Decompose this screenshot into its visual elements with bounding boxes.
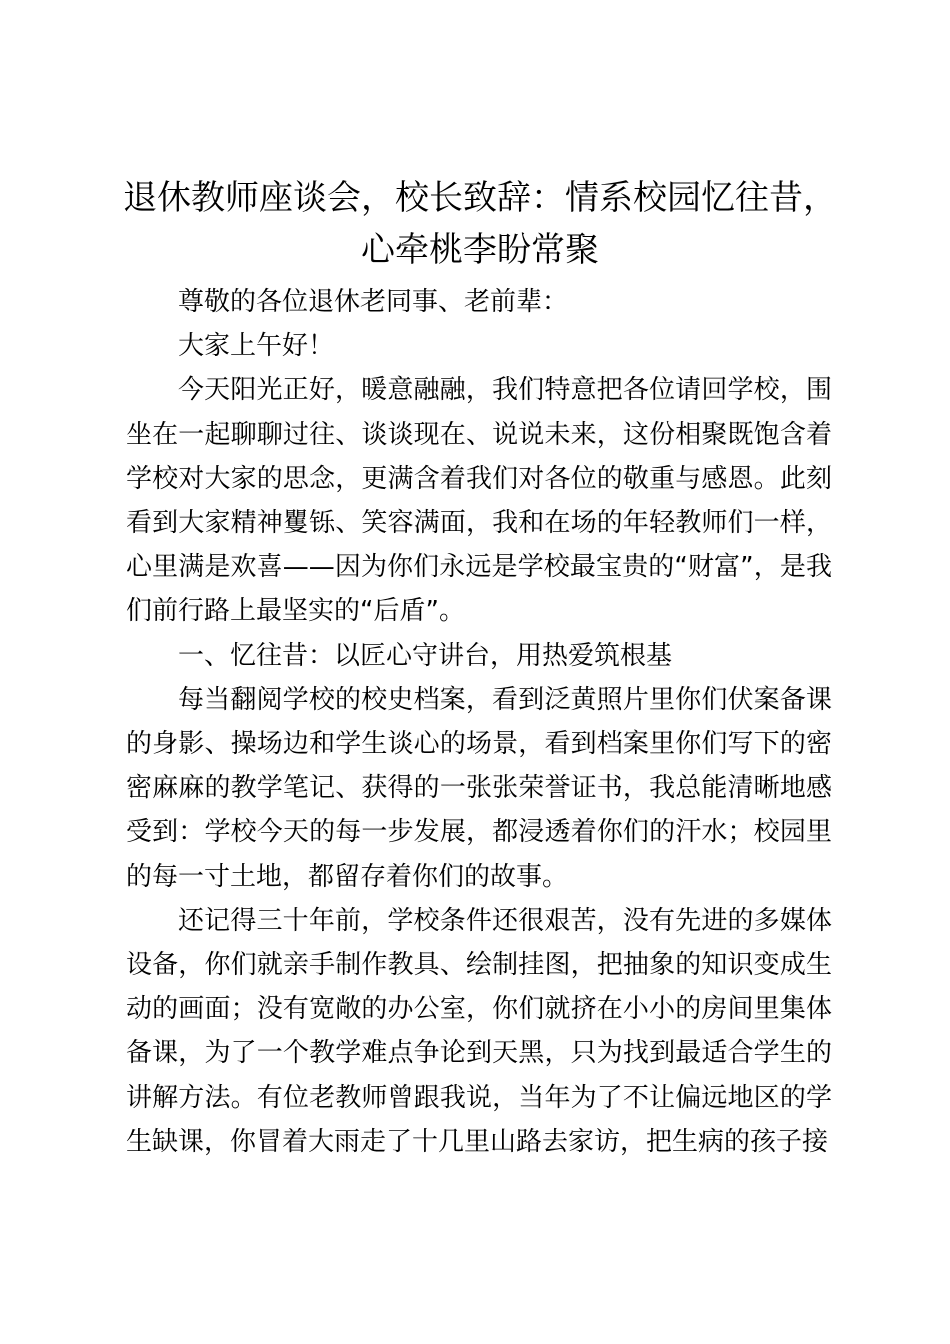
greeting: 大家上午好！ <box>178 331 335 362</box>
paragraph: 每当翻阅学校的校史档案，看到泛黄照片里你们伏案备课的身影、操场边和学生谈心的场景，看到档案里你们写下的密密麻麻的教学笔记、获得的一张张荣誉证书，我总能清晰地感受到：学校今天的每一步发展，都浸透着你们的汗水；校园里的每一寸土地，都留存着你们的故事。 <box>126 684 832 892</box>
paragraph: 今天阳光正好，暖意融融，我们特意把各位请回学校，围坐在一起聊聊过往、谈谈现在、说说未来，这份相聚既饱含着学校对大家的思念，更满含着我们对各位的敬重与感恩。此刻看到大家精神矍铄、笑容满面，我和在场的年轻教师们一样，心里满是欢喜——因为你们永远是学校最宝贵的“财富”，是我们前行路上最坚实的“后盾”。 <box>126 375 832 627</box>
document-title: 退休教师座谈会，校长致辞：情系校园忆往昔，心牵桃李盼常聚 <box>123 178 837 270</box>
section-heading: 一、忆往昔：以匠心守讲台，用热爱筑根基 <box>178 640 673 671</box>
document-body <box>126 280 832 1164</box>
salutation: 尊敬的各位退休老同事、老前辈： <box>178 287 569 317</box>
paragraph: 还记得三十年前，学校条件还很艰苦，没有先进的多媒体设备，你们就亲手制作教具、绘制挂图，把抽象的知识变成生动的画面；没有宽敞的办公室，你们就挤在小小的房间里集体备课，为了一个教学难点争论到天黑，只为找到最适合学生的讲解方法。有位老教师曾跟我说，当年为了不让偏远地区的学生缺课，你冒着大雨走了十几里山路去家访，把生病的孩子接 <box>126 905 832 1157</box>
